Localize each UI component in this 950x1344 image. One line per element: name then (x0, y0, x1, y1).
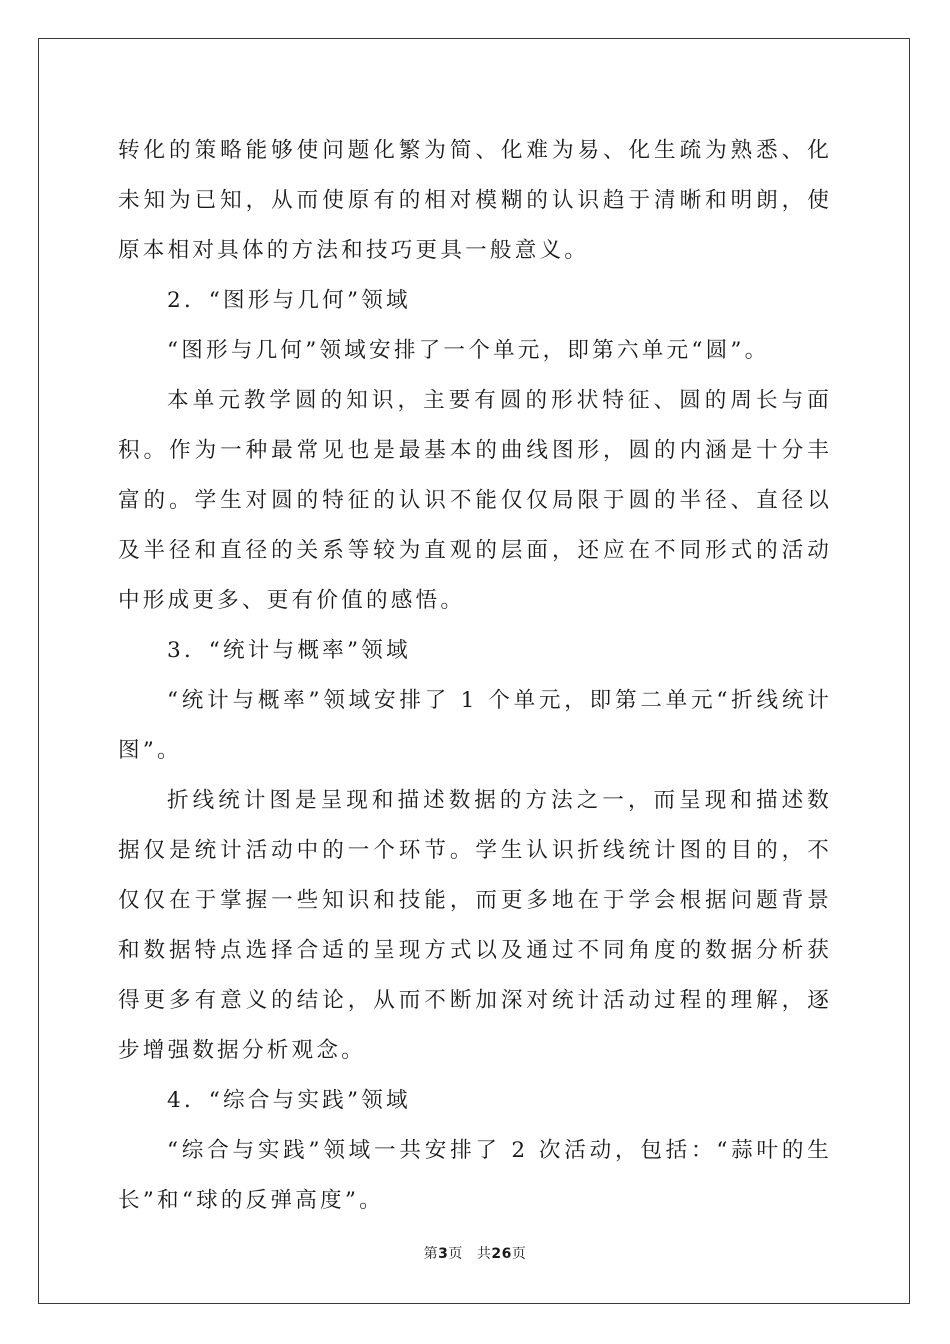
section-heading: 2．“图形与几何”领域 (167, 288, 411, 313)
paragraph: 转化的策略能够使问题化繁为简、化难为易、化生疏为熟悉、化未知为已知，从而使原有的相对模糊的认识趋于清晰和明朗，使原本相对具体的方法和技巧更具一般意义。 (118, 138, 832, 263)
paragraph: “综合与实践”领域一共安排了 2 次活动，包括：“蒜叶的生长”和“球的反弹高度”。 (118, 1138, 832, 1213)
total-pages: 26 (491, 1246, 512, 1262)
section-heading: 3．“统计与概率”领域 (167, 638, 411, 663)
page-prefix: 第 (423, 1246, 439, 1262)
page-number: 3 (438, 1246, 449, 1262)
paragraph: “图形与几何”领域安排了一个单元，即第六单元“圆”。 (167, 338, 770, 363)
total-prefix: 共 (476, 1246, 492, 1262)
section-heading: 4．“综合与实践”领域 (167, 1088, 411, 1113)
total-suffix: 页 (511, 1246, 527, 1262)
paragraph: “统计与概率”领域安排了 1 个单元，即第二单元“折线统计图”。 (118, 688, 832, 763)
page-footer (0, 1244, 950, 1264)
page-suffix: 页 (448, 1246, 463, 1262)
paragraph: 本单元教学圆的知识，主要有圆的形状特征、圆的周长与面积。作为一种最常见也是最基本的曲线图形，圆的内涵是十分丰富的。学生对圆的特征的认识不能仅仅局限于圆的半径、直径以及半径和直径的关系等较为直观的层面，还应在不同形式的活动中形成更多、更有价值的感悟。 (118, 388, 832, 613)
document-body (118, 126, 832, 1226)
paragraph: 折线统计图是呈现和描述数据的方法之一，而呈现和描述数据仅是统计活动中的一个环节。学生认识折线统计图的目的，不仅仅在于掌握一些知识和技能，而更多地在于学会根据问题背景和数据特点选择合适的呈现方式以及通过不同角度的数据分析获得更多有意义的结论，从而不断加深对统计活动过程的理解，逐步增强数据分析观念。 (118, 788, 832, 1063)
